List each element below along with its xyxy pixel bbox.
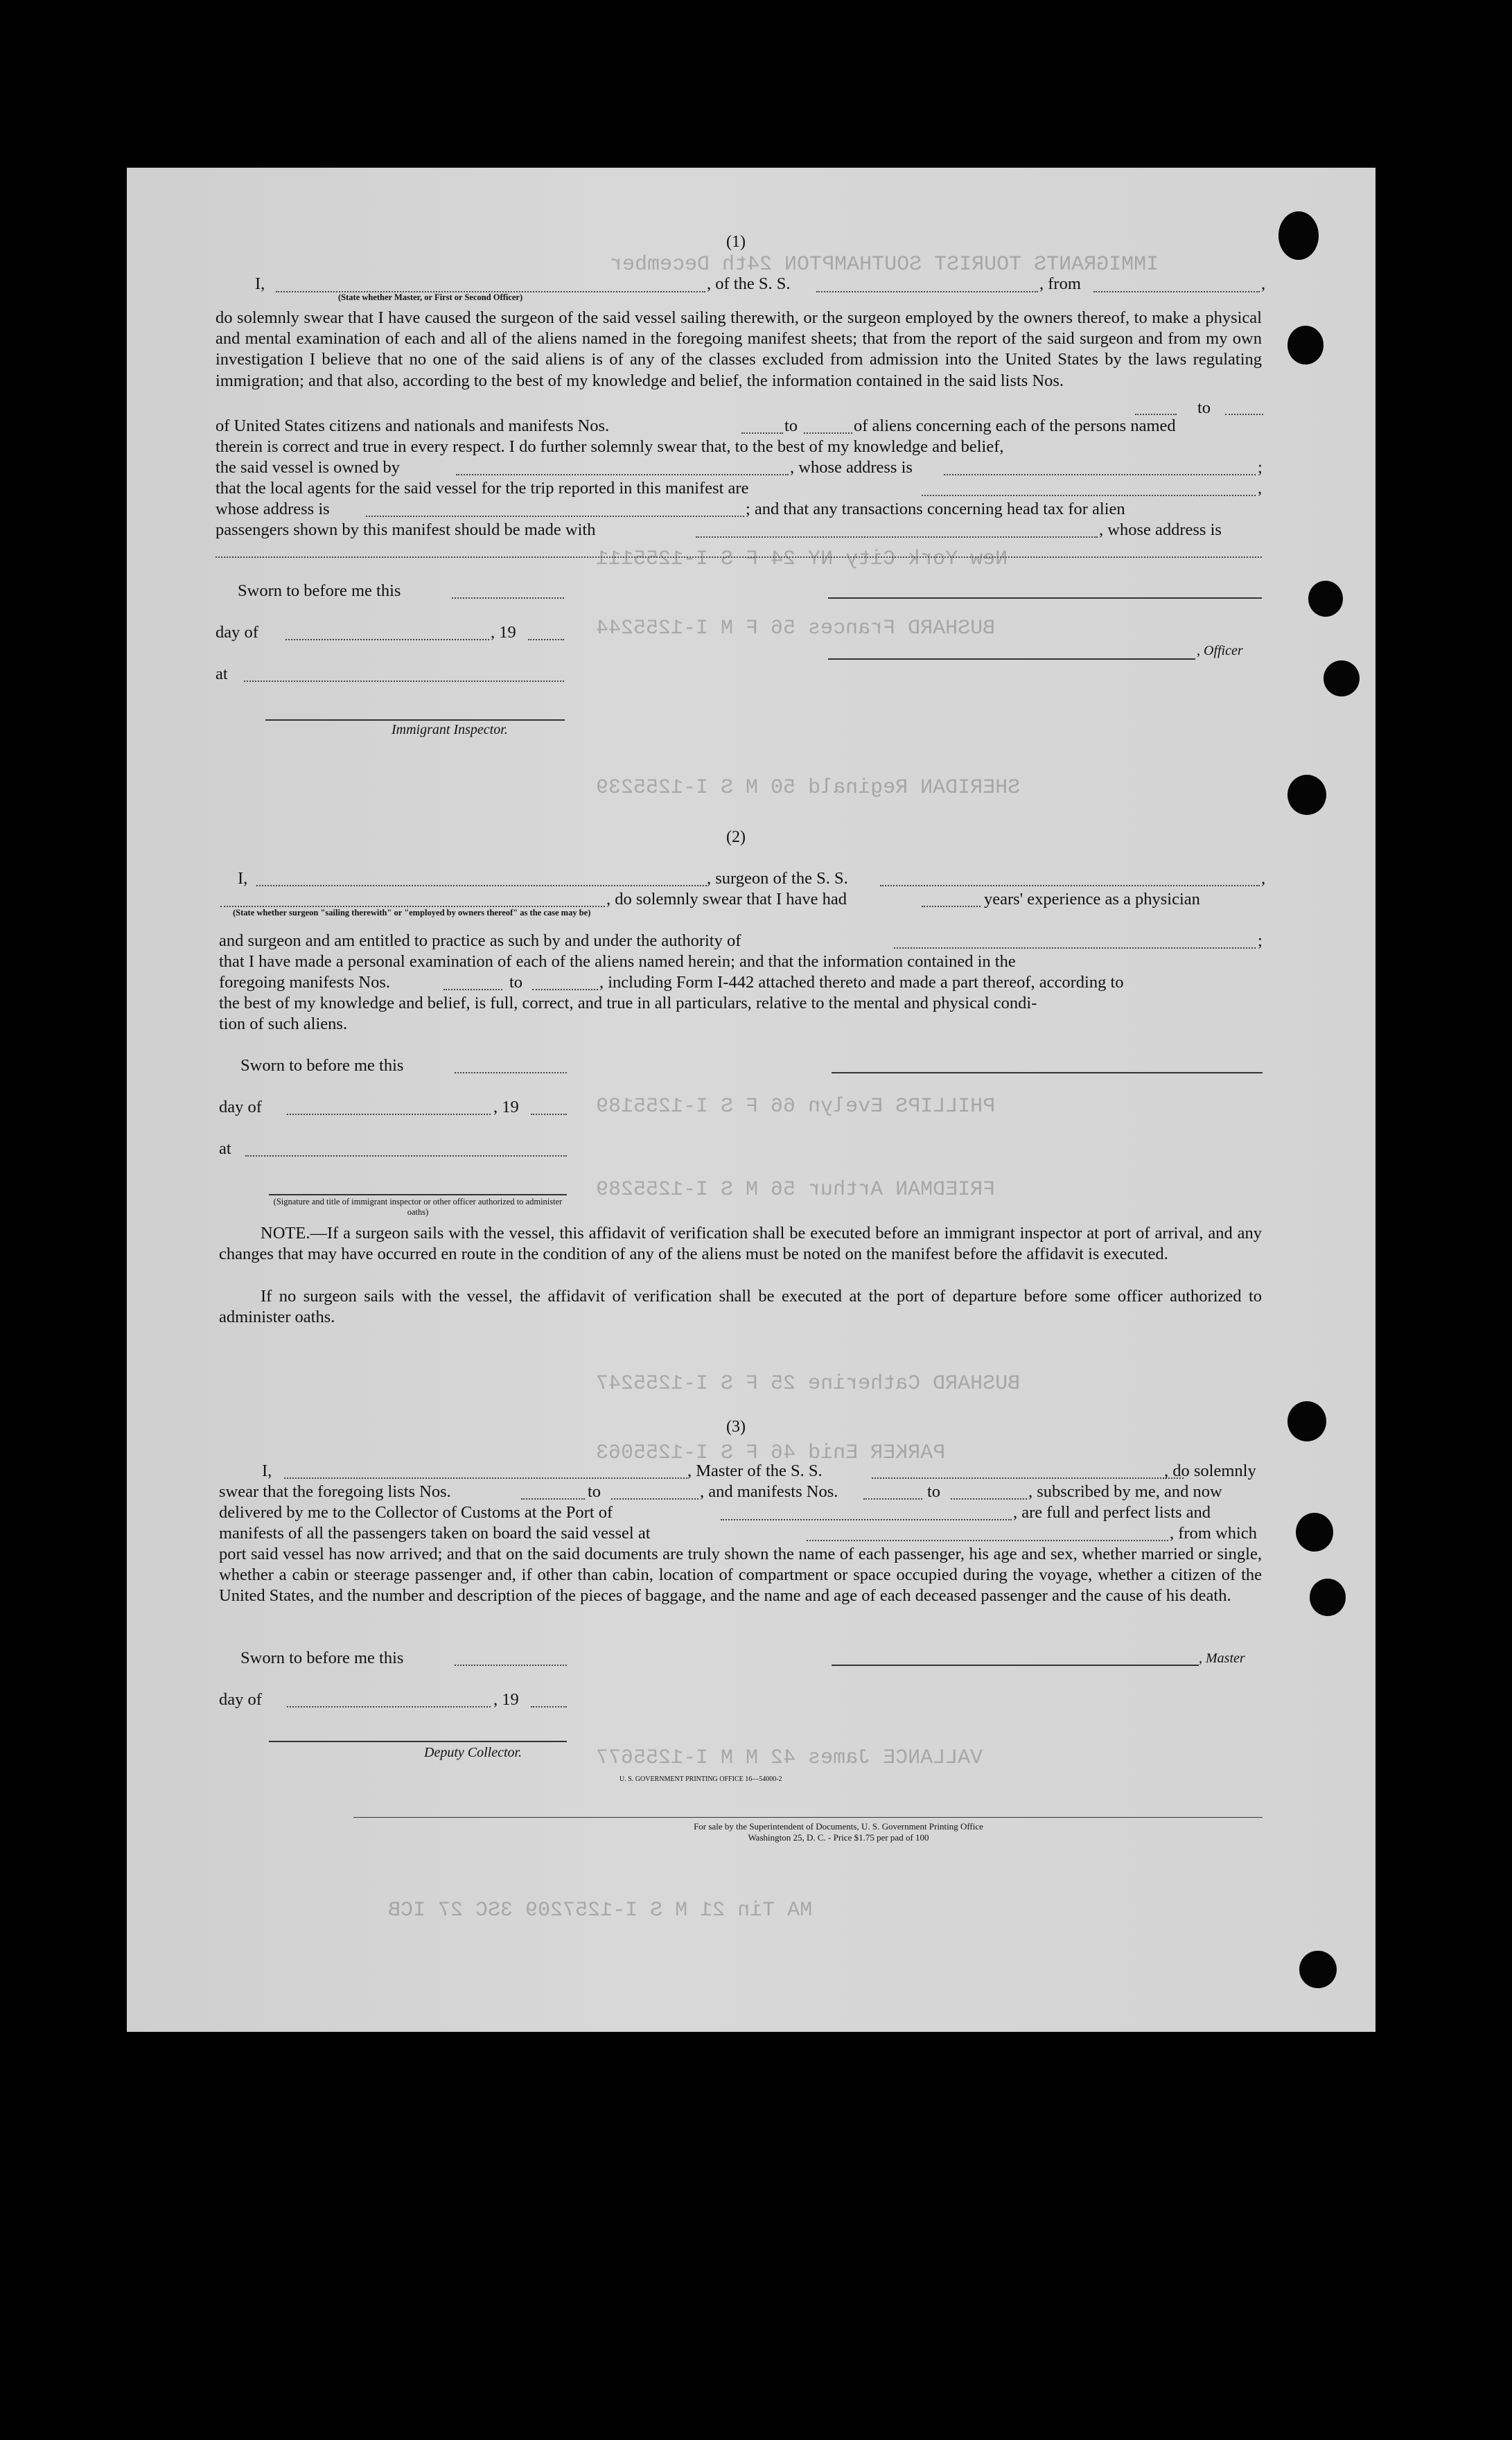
s1-to-b: to <box>784 416 798 435</box>
s3-delivered: delivered by me to the Collector of Customs at the Port of <box>219 1503 613 1522</box>
s3-master-blank <box>284 1477 687 1479</box>
s3-manifest-to-blank <box>951 1498 1027 1500</box>
s2-to: to <box>509 973 523 992</box>
s3-from-which: , from which <box>1170 1524 1257 1543</box>
s3-embark-blank <box>807 1540 1168 1541</box>
punch-hole <box>1324 660 1360 696</box>
s1-headtax-blank-line <box>696 536 1098 538</box>
s3-list-from-blank <box>521 1498 585 1500</box>
s2-form: , including Form I-442 attached thereto and made a part thereof, according to <box>599 973 1124 992</box>
s2-sworn-blank <box>455 1072 567 1073</box>
s2-year-blank <box>531 1114 567 1115</box>
bleed-line: SHERIDAN Reginald 50 M S I-1255239 <box>596 776 1021 800</box>
s3-sworn-blank <box>455 1665 567 1666</box>
s3-master-of: , Master of the S. S. <box>687 1462 823 1480</box>
s3-manifests-all: manifests of all the passengers taken on board the said vessel at <box>219 1524 651 1543</box>
footer-rule <box>353 1817 1263 1818</box>
s2-manifests: foregoing manifests Nos. <box>219 973 390 992</box>
s1-i: I, <box>255 274 265 293</box>
s1-owner-blank <box>456 474 789 475</box>
s1-sworn-blank <box>452 597 564 599</box>
s1-comma: , <box>1258 479 1263 498</box>
s1-sworn: Sworn to before me this <box>238 581 401 600</box>
s2-year: , 19 <box>493 1098 519 1116</box>
bleed-line: PHILLIPS Evelyn 66 F S I-1255189 <box>596 1095 996 1118</box>
section-3-number: (3) <box>726 1418 746 1436</box>
s3-day-of: day of <box>219 1690 262 1709</box>
s1-vessel-blank <box>816 291 1038 292</box>
s3-vessel-blank <box>872 1477 1184 1479</box>
s2-inspector-line <box>269 1194 567 1195</box>
s1-semi: ; <box>1258 458 1263 477</box>
s2-end: , <box>1261 869 1266 888</box>
s1-manifest-blank <box>741 432 783 434</box>
s3-to: to <box>588 1482 601 1501</box>
s1-master-note: (State whether Master, or First or Second Officer) <box>338 292 523 302</box>
s2-do-swear: , do solemnly swear that I have had <box>606 890 847 909</box>
section-2-number: (2) <box>726 828 746 846</box>
s3-year: , 19 <box>493 1690 519 1709</box>
s3-gpo: U. S. GOVERNMENT PRINTING OFFICE 16—54000-2 <box>619 1775 782 1783</box>
s1-officer-line1 <box>828 597 1262 599</box>
s3-day-blank <box>287 1706 491 1708</box>
s1-of-ss: , of the S. S. <box>707 274 791 293</box>
s1-agents: that the local agents for the said vessel for the trip reported in this manifest are <box>216 479 749 498</box>
s1-passengers: passengers shown by this manifest should be made with <box>216 520 596 539</box>
s1-whose-address: , whose address is <box>790 458 913 477</box>
s2-surgeon-of: , surgeon of the S. S. <box>707 869 848 888</box>
s2-authority-blank <box>894 947 1256 949</box>
s1-year: , 19 <box>491 623 516 642</box>
s2-day-of: day of <box>219 1098 262 1116</box>
bleed-line: MA Tin 21 M S I-1257209 3SC 27 ICB <box>388 1899 813 1922</box>
punch-hole <box>1308 581 1343 617</box>
s1-head-tax: ; and that any transactions concerning head tax for alien <box>746 500 1125 518</box>
punch-hole <box>1310 1579 1346 1616</box>
s2-manifest-to-blank <box>532 989 598 990</box>
bleed-line: VALLANCE James 42 M M I-1255677 <box>596 1746 983 1770</box>
punch-hole <box>1299 1951 1337 1988</box>
s1-owned-by: the said vessel is owned by <box>216 458 401 477</box>
punch-hole <box>1287 1401 1326 1441</box>
s2-tion: tion of such aliens. <box>219 1015 348 1033</box>
s2-vessel-blank <box>880 885 1260 886</box>
s1-year-blank <box>528 639 564 640</box>
s2-note2: If no surgeon sails with the vessel, the affidavit of verification shall be executed at the port of departure before some officer authorized to administer oaths. <box>219 1287 1262 1327</box>
bleed-line: IMMIGRANTS TOURIST SOUTHAMPTON 24th December <box>610 253 1159 277</box>
s3-master-signature-line <box>832 1665 1199 1666</box>
s1-whose-address2: whose address is <box>216 500 330 518</box>
s1-from-blank <box>1093 291 1260 292</box>
s2-at: at <box>219 1139 231 1158</box>
s1-to-a: to <box>1197 398 1211 417</box>
s3-swear-lists: swear that the foregoing lists Nos. <box>219 1482 451 1501</box>
s2-sworn: Sworn to before me this <box>240 1056 404 1075</box>
s3-to2: to <box>927 1482 941 1501</box>
s3-collector-line <box>269 1741 567 1742</box>
bleed-line: New York City NY 24 F S I-1255111 <box>596 547 1008 571</box>
s1-manifest-to-blank <box>804 432 852 434</box>
bleed-line: PARKER Enid 46 F S I-1255063 <box>596 1441 946 1465</box>
s2-name-blank <box>256 885 707 886</box>
s1-aliens: of aliens concerning each of the persons named <box>854 416 1176 435</box>
s1-at-blank <box>244 681 564 682</box>
s3-year-blank <box>531 1706 567 1708</box>
s3-port-blank <box>721 1519 1012 1520</box>
punch-hole <box>1296 1513 1333 1552</box>
bleed-line: BUSHARD Catherine 25 F S I-1255247 <box>596 1372 1021 1396</box>
s1-inspector: Immigrant Inspector. <box>392 722 508 737</box>
s1-end: , <box>1261 274 1266 293</box>
s3-subscribed: , subscribed by me, and now <box>1028 1482 1222 1501</box>
s2-belief: the best of my knowledge and belief, is full, correct, and true in all particulars, relative to the mental and physical condi- <box>219 994 1037 1012</box>
s3-manifest-from-blank <box>863 1498 922 1500</box>
s3-master: , Master <box>1199 1651 1245 1666</box>
footer-line2: Washington 25, D. C. - Price $1.75 per pad of 100 <box>748 1832 929 1843</box>
s2-day-blank <box>287 1114 491 1115</box>
s2-at-blank <box>245 1155 567 1157</box>
bleed-line: FRIEDMAN Arthur 56 M S I-1255289 <box>596 1178 996 1202</box>
s3-i: I, <box>262 1462 272 1480</box>
s1-lists-blank <box>1135 414 1177 415</box>
s1-inspector-line <box>265 719 565 721</box>
s3-full: , are full and perfect lists and <box>1013 1503 1211 1522</box>
s2-para: that I have made a personal examination of each of the aliens named herein; and that the information contained in the <box>219 952 1016 971</box>
s3-para: port said vessel has now arrived; and that on the said documents are truly shown the name of each passenger, his age and sex, whether married or single, whether a cabin or steerage passenger and, if other than cabin, location of compartment or space occupied during the voyage, whether a citizen of the United States, and the number and description of the pieces of baggage, and the name and age of each deceased passenger and the cause of his death. <box>219 1545 1262 1606</box>
s1-correct: therein is correct and true in every respect. I do further solemnly swear that, to the best of my knowledge and belief, <box>216 437 1004 456</box>
s2-sig-note: (Signature and title of immigrant inspector or other officer authorized to administer oaths) <box>273 1197 563 1217</box>
s1-day-blank <box>285 639 489 640</box>
s1-lists-to-blank <box>1225 414 1263 415</box>
s2-surgeon-signature-line <box>832 1072 1263 1073</box>
punch-hole <box>1287 326 1324 365</box>
section-1-number: (1) <box>726 233 746 251</box>
s1-agents-blank <box>922 495 1256 496</box>
s3-and-manifests: , and manifests Nos. <box>700 1482 838 1501</box>
s1-officer: , Officer <box>1197 643 1243 658</box>
s1-whose-address3: , whose address is <box>1099 520 1222 539</box>
s2-semi: ; <box>1258 931 1263 950</box>
s2-capacity-blank <box>220 906 605 907</box>
s1-agent-address-blank <box>366 516 744 517</box>
s2-years-blank <box>922 906 981 907</box>
s1-from: , from <box>1039 274 1081 293</box>
s2-years: years' experience as a physician <box>984 890 1200 909</box>
s2-i: I, <box>238 869 248 888</box>
s2-note1 <box>219 1223 1262 1265</box>
punch-hole <box>1287 775 1326 815</box>
s2-surgeon-note: (State whether surgeon "sailing therewith" or "employed by owners thereof" as the case may be) <box>233 908 591 918</box>
s1-paragraph: do solemnly swear that I have caused the surgeon of the said vessel sailing therewith, or the surgeon employed by the owners thereof, to make a physical and mental examination of each and all of the aliens named in the foregoing manifest sheets; that from the report of the said surgeon and from my own investigation I believe that no one of the said aliens is of any of the classes excluded from admission into the United States by the laws regulating immigration; and that also, according to the best of my knowledge and belief, the information contained in the said lists Nos. <box>216 308 1262 390</box>
s3-sworn: Sworn to before me this <box>240 1649 404 1667</box>
s1-citizens: of United States citizens and nationals and manifests Nos. <box>216 416 610 435</box>
s3-do-swear: , do solemnly <box>1164 1462 1256 1480</box>
s1-day-of: day of <box>216 623 258 642</box>
footer-line1: For sale by the Superintendent of Documents, U. S. Government Printing Office <box>694 1821 983 1832</box>
bleed-line: BUSHARD Frances 56 F M I-1255244 <box>596 617 996 640</box>
s2-manifest-from-blank <box>443 989 502 990</box>
s3-collector: Deputy Collector. <box>424 1745 522 1760</box>
s3-list-to-blank <box>611 1498 698 1500</box>
s1-full-blank <box>216 556 1262 558</box>
s1-at: at <box>216 665 228 683</box>
punch-hole <box>1278 211 1319 260</box>
s1-officer-line2 <box>828 658 1195 660</box>
s1-owner-address-blank <box>944 474 1256 475</box>
s2-note-label: NOTE. <box>261 1224 310 1243</box>
s2-authority: and surgeon and am entitled to practice as such by and under the authority of <box>219 931 741 950</box>
s2-note1-text: —If a surgeon sails with the vessel, this affidavit of verification shall be executed before an immigrant inspector at port of arrival, and any changes that may have occurred en route in the condition of any of the aliens must be noted on the manifest before the affidavit is executed. <box>219 1224 1262 1264</box>
